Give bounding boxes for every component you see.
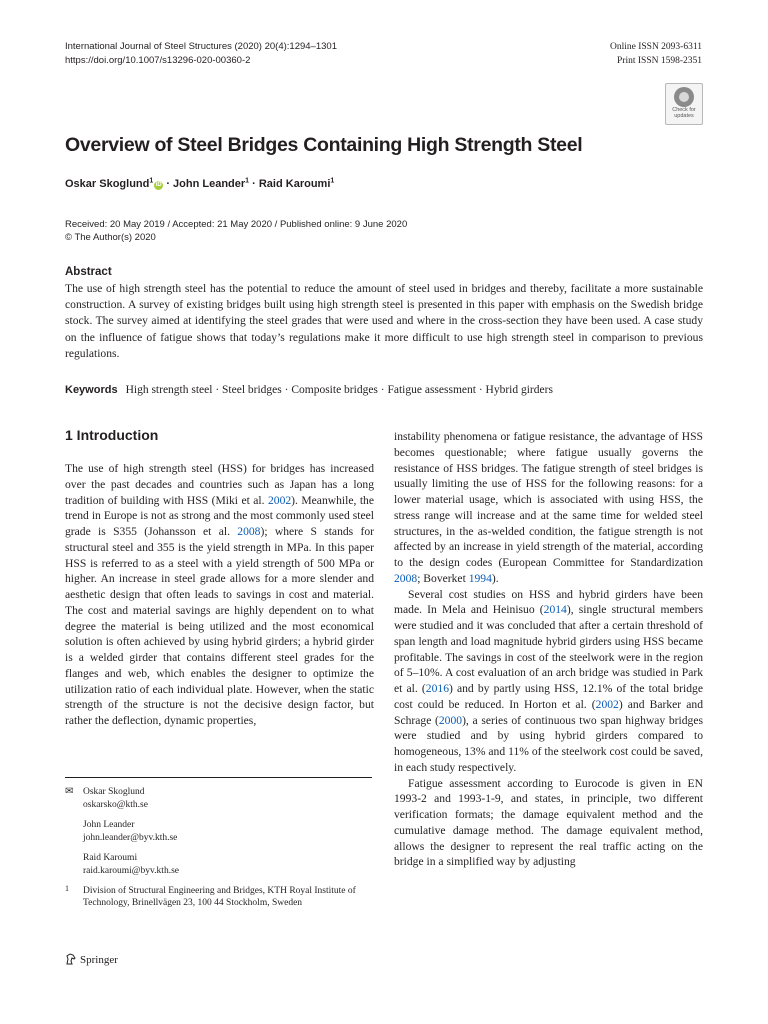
paragraph [394,429,703,587]
contact-email[interactable]: oskarsko@kth.se [83,799,148,810]
text-run: ), single structural members were studied and it was concluded that after a certain threshold of span length and load magnitude hybrid girders using HSS became profitable. The savings in cost of the steelwork were in the region of 5–10%. A cost evaluation of an arch bridge was studied in Park et al. ( [394,603,703,695]
badge-line2: updates [674,113,694,119]
text-run: Several cost studies on HSS and hybrid girders have been made. In Mela and Heinisuo ( [394,587,703,617]
running-header [65,40,337,68]
publisher-name: Springer [80,954,118,966]
contact-email[interactable]: john.leander@byv.kth.se [83,832,178,843]
citation-link[interactable]: 2008 [237,525,261,538]
text-run: ; Boverket [417,571,469,585]
author-name[interactable]: Raid Karoumi [258,178,331,190]
contact-name: Raid Karoumi [83,853,138,864]
dates-line: Received: 20 May 2019 / Accepted: 21 May 2020 / Published online: 9 June 2020 [65,219,408,230]
badge-line1: Check for [672,107,696,113]
author-affiliation-sup: 1 [245,177,250,185]
online-issn: Online ISSN 2093-6311 [609,42,702,52]
affiliation-number: 1 [65,883,69,893]
footnote-divider [65,777,372,778]
issn-block [610,40,702,68]
text-run: ) and Barker and Schrage ( [394,697,703,727]
author-list [65,178,334,190]
citation-link[interactable]: 2008 [394,571,418,585]
contact-name: Oskar Skoglund [83,787,145,797]
publisher-logo [65,953,118,966]
right-column [394,429,703,870]
citation-link[interactable]: 2000 [438,713,463,727]
keywords-label: Keywords [65,384,118,396]
author-name[interactable]: John Leander [173,178,246,190]
left-column [65,461,374,729]
print-issn: Print ISSN 1598-2351 [617,56,702,66]
author-affiliation-sup: 1 [149,177,154,185]
publication-history [65,218,407,244]
text-run: ), a series of continuous two span highway bridges were studied and by using hybrid girders compared to homogeneous, 13% and 11% of the steelwork cost could be saved, in each study respectively. [394,713,703,774]
author-separator: · [249,178,259,190]
citation-link[interactable]: 2014 [543,603,567,617]
text-run: instability phenomena or fatigue resistance, the advantage of HSS becomes questionable; where fatigue usually governs the resistance of HSS bridges. The fatigue strength of steel bridges is usually limiting the use of HSS for the following reasons: for a lower material usage, which is associated with using HSS, the stress range will increase and at the same time for welded steel structures, in the as-welded condition, the fatigue strength is not affected by an increase in yield strength of the material, according to the design codes (European Committee for Standardization [394,430,703,569]
author-name[interactable]: Oskar Skoglund [65,178,150,190]
orcid-icon[interactable]: iD [155,182,162,188]
abstract-heading: Abstract [65,266,112,278]
text-run: ). [491,571,499,585]
contact-block [83,786,375,885]
envelope-icon: ✉ [65,786,74,797]
contact-name: John Leander [83,820,135,831]
citation-link[interactable]: 2016 [425,682,449,695]
abstract-text: The use of high strength steel has the potential to reduce the amount of steel used in bridges and thereby, facilitate a more sustainable construction. A survey of existing bridges built using high strength steel is presented in this paper with emphasis on the Swedish bridge stock. The survey aimed at identifying the steel grades that were used and where in the cross-section they have been used. A case study on the influence of fatigue shows that today’s regulations make it more difficult to use high strength steel in comparison to previous regulations. [65,282,703,360]
paragraph [65,461,374,729]
author-separator: · [163,178,174,190]
paragraph [394,587,703,776]
citation-link[interactable]: 2002 [267,493,292,507]
affiliation [65,885,375,910]
footnotes [65,786,375,910]
contact-email[interactable]: raid.karoumi@byv.kth.se [83,865,179,876]
paragraph: Fatigue assessment according to Eurocode is given in EN 1993-2 and 1993-1-9, and states, in principle, two different verification formats; the damage equivalent method and the cumulative damage method. The damage equivalent method, allows the designer to represent the real traffic acting on the bridge in a simplified way by adjusting [394,776,703,869]
paper-title: Overview of Steel Bridges Containing High Strength Steel [65,134,583,156]
springer-horse-icon [65,953,77,965]
text-run: ); where S stands for structural steel and 355 is the yield strength in MPa. In this paper HSS is referred to as a steel with a yield strength of 500 MPa or higher. An increase in steel grade allows for a more slender and aesthetic design that often leads to savings in cost and material. The cost and material savings are highly dependent on to what degree the material is being utilized and the most economical solution is often achieved by using hybrid girders; a hybrid girder is a welded girder that contains different steel grades for the flanges and web, which enables the designer to optimize the utilization ratio of each individual plate. However, when the static strength of the structure is not the decisive design factor, but rather the deflection, dynamic properties, [65,525,374,727]
affiliation-text: Division of Structural Engineering and Bridges, KTH Royal Institute of Technology, Brinellvägen 23, 100 44 Stockholm, Sweden [83,885,356,909]
journal-citation: International Journal of Steel Structures (2020) 20(4):1294–1301 [65,41,337,52]
check-for-updates-badge[interactable] [665,83,703,125]
citation-link[interactable]: 2002 [595,697,619,711]
doi-link[interactable]: https://doi.org/10.1007/s13296-020-00360-2 [65,55,251,66]
text-run: ) and by partly using HSS, 12.1% of the total bridge cost could be reduced. In Horton et al. ( [394,682,703,711]
citation-link[interactable]: 1994 [468,571,492,585]
keywords-text: High strength steel · Steel bridges · Composite bridges · Fatigue assessment · Hybrid girders [125,384,553,396]
text-run: ). Meanwhile, the trend in Europe is not as strong and the most commonly used steel grade is S355 (Johansson et al. [65,493,374,538]
keywords [65,380,705,398]
text-run: The use of high strength steel (HSS) for bridges has increased over the past decades and countries such as Japan has a long tradition of building with HSS (Miki et al. [65,462,374,507]
copyright-line: © The Author(s) 2020 [65,232,156,243]
section-heading: 1 Introduction [65,427,159,443]
author-affiliation-sup: 1 [330,177,335,185]
update-icon [674,87,694,107]
